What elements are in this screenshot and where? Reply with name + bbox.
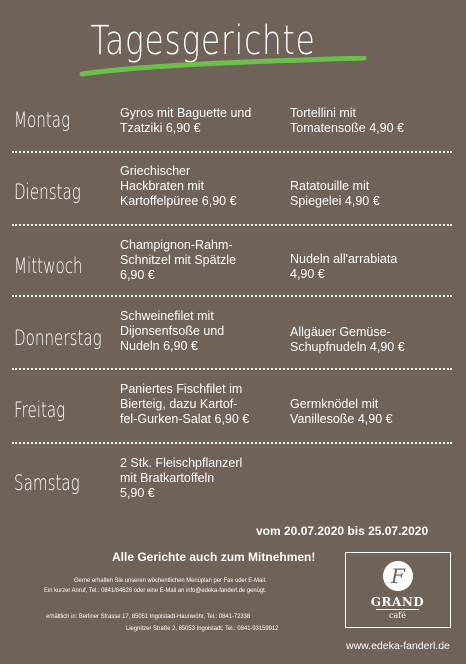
day-label-tuesday: Dienstag bbox=[14, 180, 81, 204]
dish-main-monday: Gyros mit Baguette und Tzatziki 6,90 € bbox=[120, 106, 252, 135]
dish-alt-tuesday: Ratatouille mit Spiegelei 4,90 € bbox=[290, 179, 380, 208]
dish-alt-wednesday: Nudeln all'arrabiata 4,90 € bbox=[290, 252, 398, 281]
dish-alt-thursday: Allgäuer Gemüse- Schupfnudeln 4,90 € bbox=[290, 325, 405, 354]
address-line: Liegnitzer Straße 2, 85053 Ingolstadt, Tel.: 0841-93159912 bbox=[126, 625, 279, 632]
takeaway-notice: Alle Gerichte auch zum Mitnehmen! bbox=[112, 550, 316, 564]
logo-subtitle: café bbox=[389, 611, 406, 620]
dish-main-saturday: 2 Stk. Fleischpflanzerl mit Bratkartoffeln 5,90 € bbox=[120, 456, 243, 500]
day-label-thursday: Donnerstag bbox=[14, 326, 102, 350]
page-title: Tagesgerichte bbox=[90, 18, 316, 64]
dish-main-wednesday: Champignon-Rahm- Schnitzel mit Spätzle 6,90 € bbox=[120, 238, 237, 282]
day-label-wednesday: Mittwoch bbox=[14, 254, 83, 278]
title-underline-swoosh bbox=[78, 56, 368, 82]
logo-monogram-icon: F bbox=[383, 561, 413, 591]
divider bbox=[12, 368, 452, 370]
info-line: Gerne erhalten Sie unseren wöchentlichen Menüplan per Fax oder E-Mail. bbox=[74, 577, 267, 584]
divider bbox=[12, 442, 452, 444]
day-label-friday: Freitag bbox=[14, 398, 66, 422]
grand-cafe-logo bbox=[345, 552, 451, 628]
date-range: vom 20.07.2020 bis 25.07.2020 bbox=[256, 524, 429, 538]
website-link[interactable]: www.edeka-fanderl.de bbox=[346, 640, 450, 652]
divider bbox=[12, 151, 452, 153]
logo-name: GRAND bbox=[370, 595, 425, 609]
dish-alt-friday: Germknödel mit Vanillesoße 4,90 € bbox=[290, 397, 393, 426]
divider bbox=[12, 295, 452, 297]
dish-main-thursday: Schweinefilet mit Dijonsenfsoße und Nudeln 6,90 € bbox=[120, 309, 225, 353]
info-line: Ein kurzer Anruf, Tel.: 0841/84626 oder eine E-Mail an info@edeka-fanderl.de genügt. bbox=[44, 587, 267, 594]
day-label-monday: Montag bbox=[14, 108, 71, 132]
logo-divider bbox=[376, 609, 419, 610]
day-label-saturday: Samstag bbox=[14, 471, 80, 495]
address-line: erhältlich in: Berliner Strasse 17, 85051 Ingolstadt-Haunwöhr, Tel.: 0841-72338 bbox=[46, 613, 251, 620]
dish-main-tuesday: Griechischer Hackbraten mit Kartoffelpüree 6,90 € bbox=[120, 164, 237, 208]
dish-alt-monday: Tortellini mit Tomatensoße 4,90 € bbox=[290, 106, 404, 135]
divider bbox=[12, 224, 452, 226]
dish-main-friday: Paniertes Fischfilet im Bierteig, dazu Kartof- fel-Gurken-Salat 6,90 € bbox=[120, 382, 250, 426]
